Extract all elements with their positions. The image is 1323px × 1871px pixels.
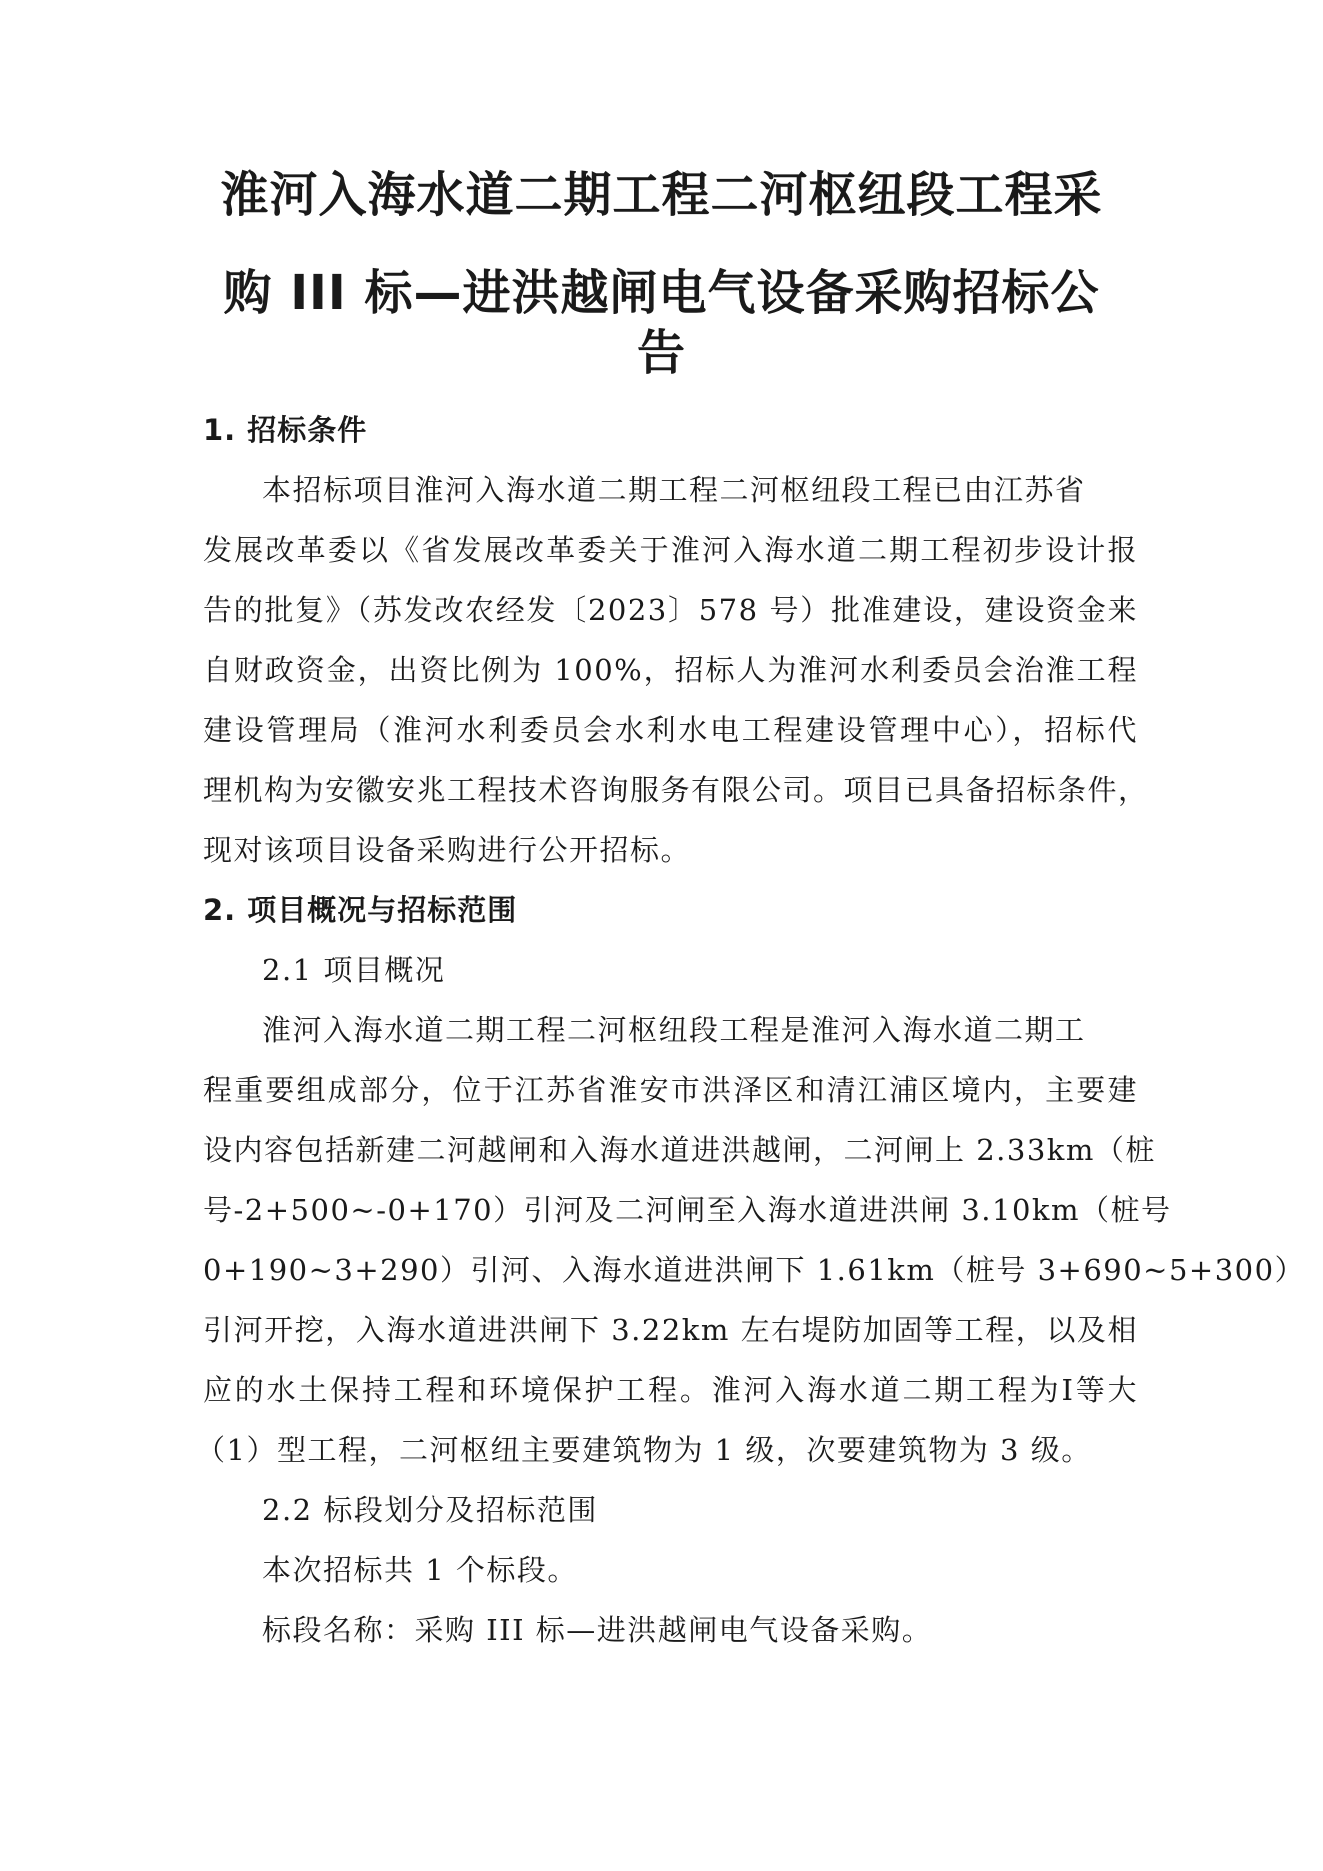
paragraph-line: 发展改革委以《省发展改革委关于淮河入海水道二期工程初步设计报 [203,533,1138,567]
paragraph-line: 现对该项目设备采购进行公开招标。 [203,833,692,867]
paragraph-line: 本次招标共 1 个标段。 [262,1553,578,1587]
paragraph-line: 应的水土保持工程和环境保护工程。淮河入海水道二期工程为Ⅰ等大 [203,1373,1138,1407]
paragraph-line: 标段名称：采购 III 标—进洪越闸电气设备采购。 [262,1613,933,1647]
paragraph-line: 理机构为安徽安兆工程技术咨询服务有限公司。项目已具备招标条件， [203,773,1149,807]
paragraph-line: 号-2+500~-0+170）引河及二河闸至入海水道进洪闸 3.10km（桩号 [203,1193,1172,1227]
section-1-heading: 1. 招标条件 [203,413,368,447]
document-title-line-1: 淮河入海水道二期工程二河枢纽段工程采 [220,167,1103,223]
subsection-2-2-heading: 2.2 标段划分及招标范围 [262,1493,598,1527]
paragraph-line: 建设管理局（淮河水利委员会水利水电工程建设管理中心），招标代 [203,713,1138,747]
paragraph-line: （1）型工程，二河枢纽主要建筑物为 1 级，次要建筑物为 3 级。 [196,1433,1092,1467]
paragraph-line: 淮河入海水道二期工程二河枢纽段工程是淮河入海水道二期工 [262,1013,1086,1047]
paragraph-line: 设内容包括新建二河越闸和入海水道进洪越闸，二河闸上 2.33km（桩 [203,1133,1156,1167]
paragraph-line: 引河开挖，入海水道进洪闸下 3.22km 左右堤防加固等工程，以及相 [203,1313,1138,1347]
paragraph-line: 本招标项目淮河入海水道二期工程二河枢纽段工程已由江苏省 [262,473,1086,507]
document-title-line-2: 购 III 标—进洪越闸电气设备采购招标公告 [223,265,1100,381]
subsection-2-1-heading: 2.1 项目概况 [262,953,446,987]
section-2-heading: 2. 项目概况与招标范围 [203,893,518,927]
paragraph-line: 自财政资金，出资比例为 100%，招标人为淮河水利委员会治淮工程 [203,653,1138,687]
paragraph-line: 程重要组成部分，位于江苏省淮安市洪泽区和清江浦区境内，主要建 [203,1073,1138,1107]
paragraph-line: 0+190~3+290）引河、入海水道进洪闸下 1.61km（桩号 3+690~5+300） [203,1253,1306,1287]
paragraph-line: 告的批复》（苏发改农经发〔2023〕578 号）批准建设，建设资金来 [203,593,1138,627]
